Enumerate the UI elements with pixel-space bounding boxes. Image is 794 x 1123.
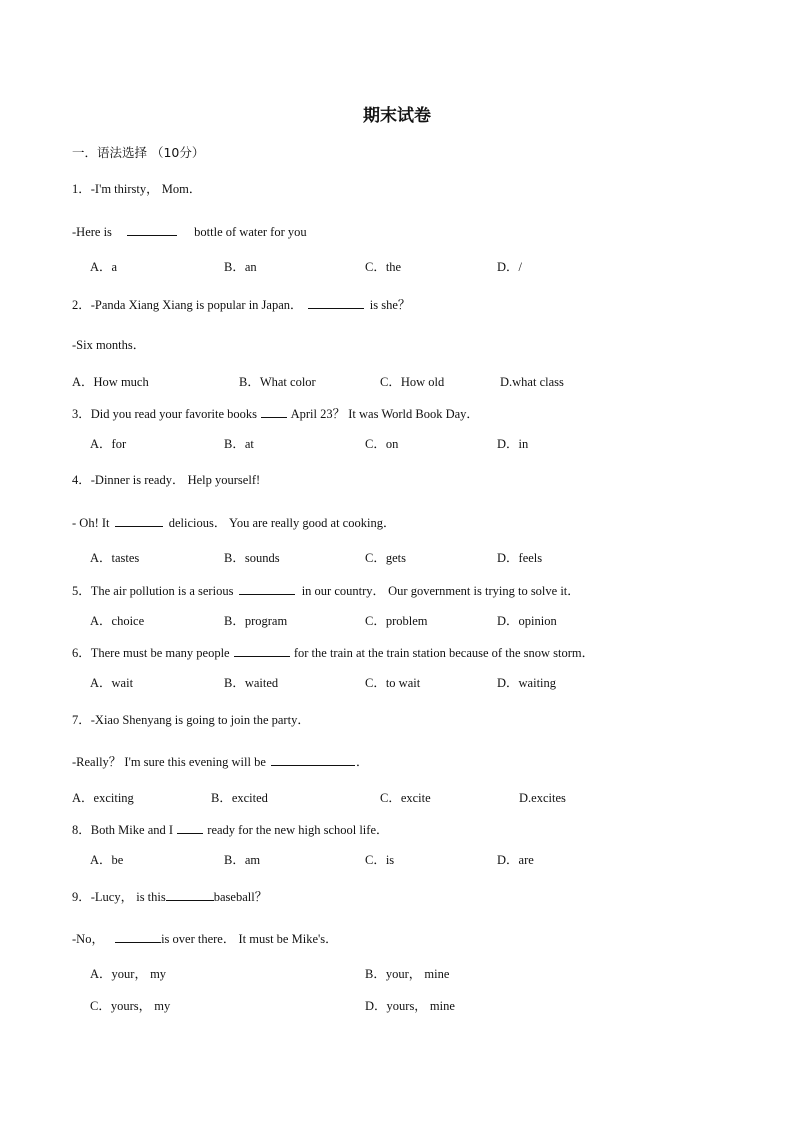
- question-4-dialog-part2: delicious． You are really good at cooking．: [165, 516, 396, 530]
- question-6-stem: [72, 644, 594, 661]
- question-1-dialog-part2: bottle of water for you: [191, 225, 307, 239]
- question-2-stem-part2: is she？: [366, 298, 411, 312]
- question-3-option-b[interactable]: B．at: [224, 437, 254, 451]
- question-6-option-d[interactable]: D．waiting: [497, 676, 557, 690]
- question-9-dialog-part1: -No，: [72, 932, 108, 946]
- question-8-option-b[interactable]: B．am: [224, 853, 261, 867]
- question-8-option-d[interactable]: D．are: [497, 853, 534, 867]
- question-1-option-b[interactable]: B．an: [224, 260, 257, 274]
- question-5-option-d[interactable]: D．opinion: [497, 614, 557, 628]
- answer-blank: [308, 296, 364, 309]
- answer-blank: [115, 514, 163, 527]
- question-7-dialog-part2: ．: [356, 755, 369, 769]
- question-4-dialog: [72, 514, 395, 531]
- question-4-stem: 4．-Dinner is ready． Help yourself!: [72, 473, 261, 487]
- answer-blank: [177, 821, 203, 834]
- question-3-option-c[interactable]: C．on: [365, 437, 399, 451]
- question-8-option-a[interactable]: A．be: [90, 853, 124, 867]
- question-5-stem: [72, 582, 580, 599]
- question-5-stem-part2: in our country． Our government is trying to solve it．: [298, 584, 580, 598]
- question-3-option-a[interactable]: A．for: [90, 437, 127, 451]
- question-6-option-a[interactable]: A．wait: [90, 676, 134, 690]
- question-6-option-b[interactable]: B．waited: [224, 676, 279, 690]
- question-2-stem-part1: 2．-Panda Xiang Xiang is popular in Japan．: [72, 298, 306, 312]
- question-1-dialog: [72, 223, 307, 240]
- page-title: 期末试卷: [363, 106, 431, 126]
- answer-blank: [115, 930, 161, 943]
- question-1-option-a[interactable]: A．a: [90, 260, 118, 274]
- question-9-stem-part1: 9．-Lucy， is this: [72, 890, 166, 904]
- question-9-dialog: [72, 930, 338, 947]
- question-2-option-a[interactable]: A．How much: [72, 375, 149, 389]
- question-5-option-c[interactable]: C．problem: [365, 614, 428, 628]
- answer-blank: [271, 753, 355, 766]
- answer-blank: [166, 888, 214, 901]
- answer-blank: [234, 644, 290, 657]
- question-7-option-c[interactable]: C．excite: [380, 791, 431, 805]
- question-4-option-d[interactable]: D．feels: [497, 551, 543, 565]
- answer-blank: [239, 582, 295, 595]
- question-1-option-c[interactable]: C．the: [365, 260, 402, 274]
- question-9-option-c[interactable]: C．yours， my: [90, 999, 171, 1013]
- answer-blank: [261, 405, 287, 418]
- question-7-option-d[interactable]: D.excites: [519, 791, 566, 805]
- question-8-stem-part1: 8．Both Mike and I: [72, 823, 177, 837]
- question-8-option-c[interactable]: C．is: [365, 853, 395, 867]
- question-6-stem-part2: for the train at the train station because of the snow storm．: [290, 646, 595, 660]
- question-8-stem: [72, 821, 389, 838]
- question-2-dialog: -Six months．: [72, 338, 146, 352]
- question-3-stem-part2: April 23？ It was World Book Day．: [288, 407, 479, 421]
- question-5-stem-part1: 5．The air pollution is a serious: [72, 584, 237, 598]
- question-2-option-b[interactable]: B．What color: [239, 375, 316, 389]
- question-7-dialog-part1: -Really？ I'm sure this evening will be: [72, 755, 270, 769]
- question-1-option-d[interactable]: D．/: [497, 260, 523, 274]
- answer-blank: [127, 223, 177, 236]
- question-3-stem: [72, 405, 479, 422]
- question-6-stem-part1: 6．There must be many people: [72, 646, 233, 660]
- question-6-option-c[interactable]: C．to wait: [365, 676, 421, 690]
- question-9-dialog-part2: is over there． It must be Mike's．: [161, 932, 338, 946]
- question-2-option-c[interactable]: C．How old: [380, 375, 445, 389]
- question-3-option-d[interactable]: D．in: [497, 437, 529, 451]
- question-4-option-a[interactable]: A．tastes: [90, 551, 140, 565]
- question-7-option-a[interactable]: A．exciting: [72, 791, 134, 805]
- section-heading: 一．语法选择 （10分）: [72, 145, 205, 160]
- question-4-option-c[interactable]: C．gets: [365, 551, 406, 565]
- question-2-option-d[interactable]: D.what class: [500, 375, 564, 389]
- question-9-stem: [72, 888, 267, 905]
- question-7-option-b[interactable]: B．excited: [211, 791, 268, 805]
- question-7-dialog: [72, 753, 369, 770]
- question-7-stem: 7．-Xiao Shenyang is going to join the party．: [72, 713, 310, 727]
- question-4-option-b[interactable]: B．sounds: [224, 551, 280, 565]
- question-9-option-b[interactable]: B．your， mine: [365, 967, 450, 981]
- question-1-dialog-part1: -Here is: [72, 225, 116, 239]
- question-1-stem: 1．-I'm thirsty， Mom．: [72, 182, 202, 196]
- question-3-stem-part1: 3．Did you read your favorite books: [72, 407, 261, 421]
- question-2-stem: [72, 296, 410, 313]
- question-8-stem-part2: ready for the new high school life．: [204, 823, 389, 837]
- question-5-option-a[interactable]: A．choice: [90, 614, 145, 628]
- question-9-stem-part2: baseball？: [213, 890, 268, 904]
- question-9-option-d[interactable]: D．yours， mine: [365, 999, 455, 1013]
- question-5-option-b[interactable]: B．program: [224, 614, 288, 628]
- question-9-option-a[interactable]: A．your， my: [90, 967, 167, 981]
- question-4-dialog-part1: - Oh! It: [72, 516, 113, 530]
